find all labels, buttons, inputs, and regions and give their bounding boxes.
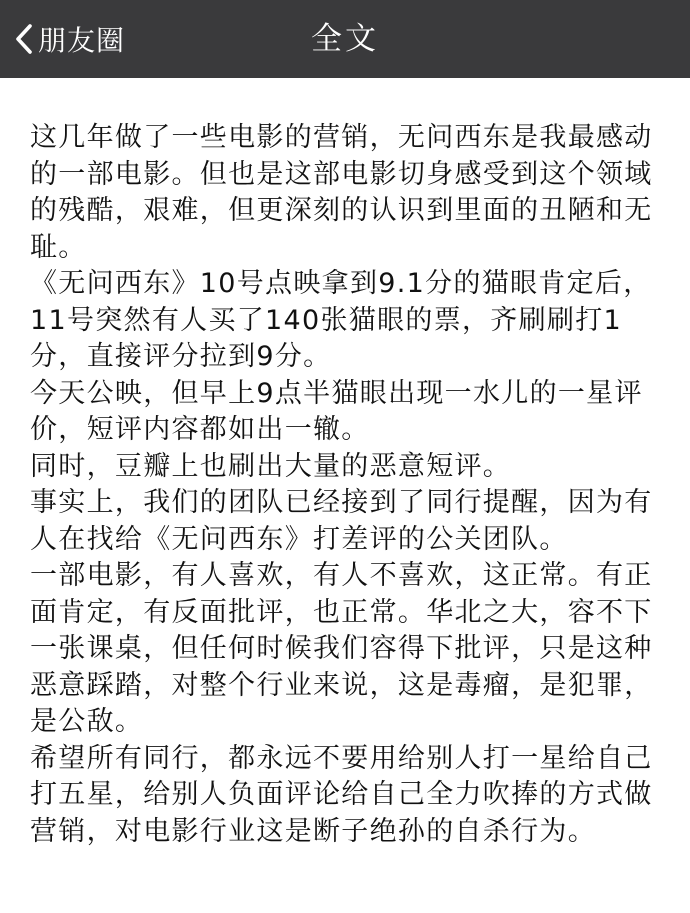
chevron-left-icon xyxy=(14,23,34,55)
article-paragraph: 《无问西东》10号点映拿到9.1分的猫眼肯定后，11号突然有人买了140张猫眼的票，齐刷刷打1分，直接评分拉到9分。 xyxy=(30,268,652,372)
article-paragraph: 一部电影，有人喜欢，有人不喜欢，这正常。有正面肯定，有反面批评，也正常。华北之大，容不下一张课桌，但任何时候我们容得下批评，只是这种恶意踩踏，对整个行业来说，这是毒瘤，是犯罪，是公敌。 xyxy=(30,560,653,737)
article-paragraph: 同时，豆瓣上也刷出大量的恶意短评。 xyxy=(30,450,512,482)
navigation-bar xyxy=(0,0,690,78)
article-body xyxy=(30,120,666,850)
article-paragraph: 事实上，我们的团队已经接到了同行提醒，因为有人在找给《无问西东》打差评的公关团队。 xyxy=(30,487,653,555)
back-label: 朋友圈 xyxy=(38,24,126,57)
page-title: 全文 xyxy=(311,21,379,57)
article-paragraph: 这几年做了一些电影的营销，无问西东是我最感动的一部电影。但也是这部电影切身感受到这个领域的残酷，艰难，但更深刻的认识到里面的丑陋和无耻。 xyxy=(30,122,653,263)
article-paragraph: 希望所有同行，都永远不要用给别人打一星给自己打五星，给别人负面评论给自己全力吹捧的方式做营销，对电影行业这是断子绝孙的自杀行为。 xyxy=(30,742,653,847)
article-paragraph: 今天公映，但早上9点半猫眼出现一水儿的一星评价，短评内容都如出一辙。 xyxy=(30,377,643,445)
back-button[interactable] xyxy=(14,18,125,60)
